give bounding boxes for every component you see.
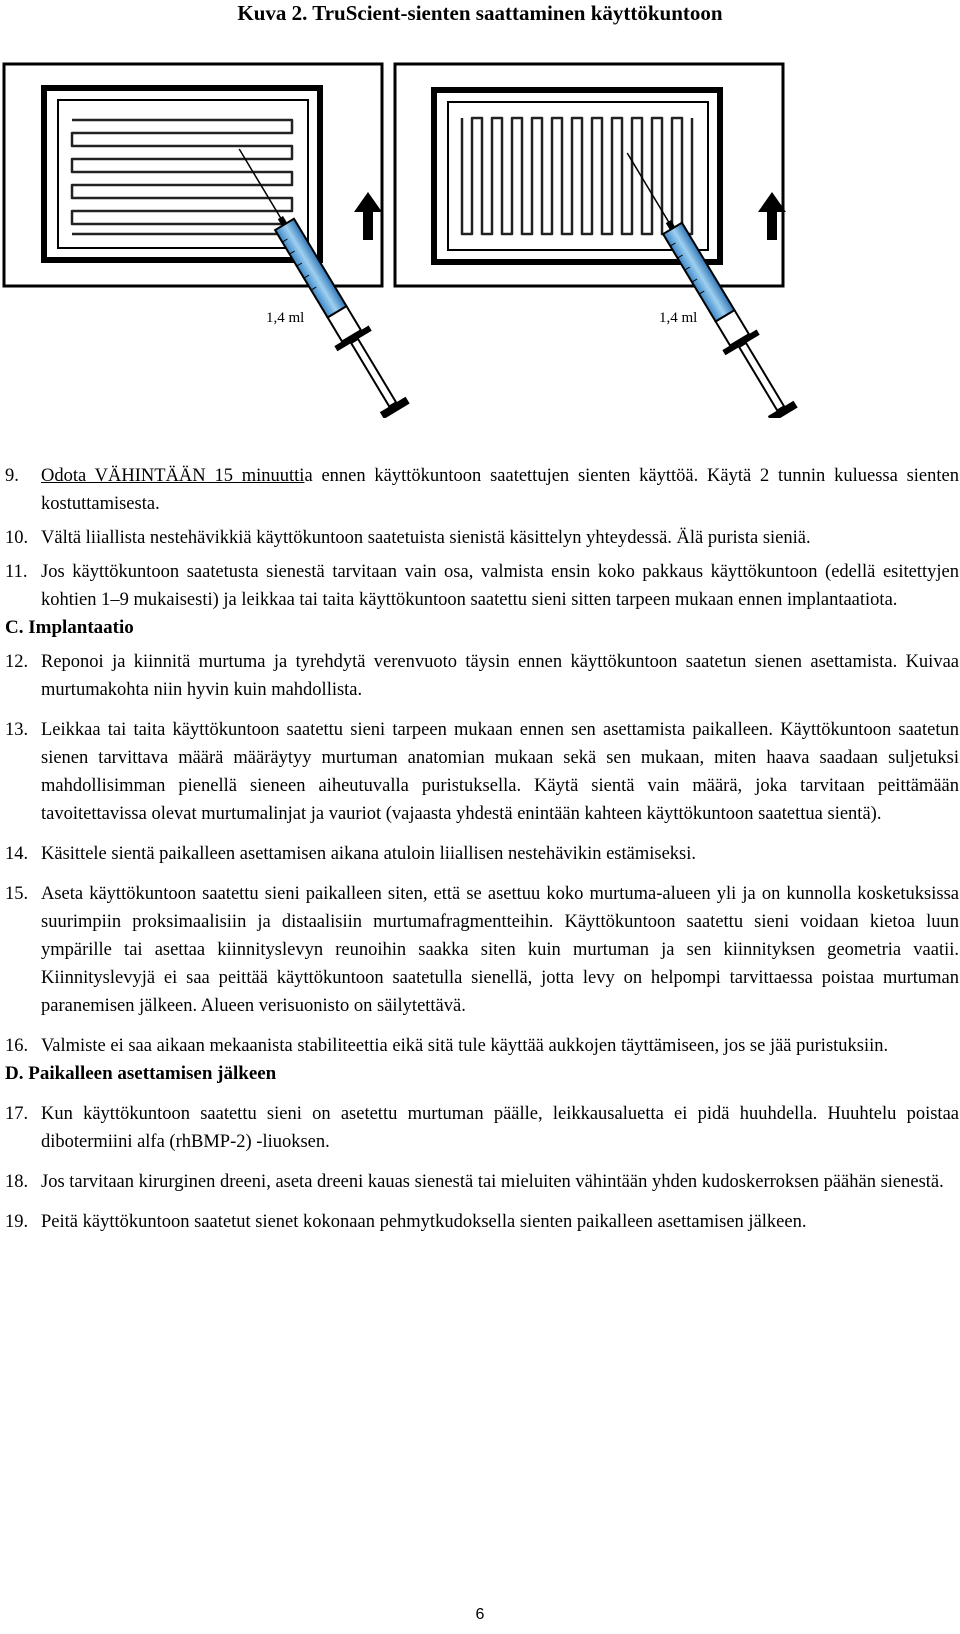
list-item (5, 648, 959, 704)
item-text: Aseta käyttökuntoon saatettu sieni paikalleen siten, että se asettuu koko murtuma-alueen yli ja on kunnolla kosketuksissa suurimpiin proksimaalisiin ja distaalisiin murtumafragmentteihin. Käyttökuntoon saatettu sieni voidaan kietoa luun ympärille tai asettaa kiinnityslevyn reunoihin saakka siten kuin murtuman ja sen kiinnityksen geometria vaatii. Kiinnityslevyjä ei saa peittää käyttökuntoon saatetulla sienellä, jotta levy on helpompi tarvittaessa poistaa murtuman paranemisen jälkeen. Alueen verisuonisto on säilytettävä. (41, 884, 959, 1016)
list-item (5, 558, 959, 614)
item-text (41, 462, 959, 518)
list-item (5, 1100, 959, 1156)
item-text: Jos tarvitaan kirurginen dreeni, aseta dreeni kauas sienestä tai mieluiten vähintään yhden kudoskerroksen päähän sienestä. (41, 1172, 944, 1192)
figure-title: Kuva 2. TruScient-sienten saattaminen käyttökuntoon (237, 1, 723, 25)
list-item (5, 1208, 959, 1236)
list-item (5, 462, 959, 518)
item-text: Jos käyttökuntoon saatetusta sienestä tarvitaan vain osa, valmista ensin koko pakkaus käyttökuntoon (edellä esitettyjen kohtien 1–9 mukaisesti) ja leikkaa tai taita käyttökuntoon saatettu sieni sitten tarpeen mukaan ennen implantaatiota. (41, 562, 959, 610)
item-number: 13. (5, 720, 29, 740)
list-item (5, 524, 959, 552)
item-text: Valmiste ei saa aikaan mekaanista stabiliteettia eikä sitä tule käyttää aukkojen täyttämiseen, jos se jää puristuksiin. (41, 1036, 889, 1056)
list-item (5, 1032, 959, 1060)
item-number: 12. (5, 652, 29, 672)
item-number: 19. (5, 1212, 29, 1232)
item-number: 10. (5, 528, 29, 548)
figure-illustration (0, 58, 960, 418)
section-heading-d: D. Paikalleen asettamisen jälkeen (5, 1063, 277, 1084)
page-number: 6 (475, 1606, 485, 1623)
item-number: 17. (5, 1104, 29, 1124)
item-number: 15. (5, 884, 29, 904)
item-number: 16. (5, 1036, 29, 1056)
item-text-rest: a ennen käyttökuntoon saatettujen sienten käyttöä. Käytä 2 tunnin kuluessa sienten kostuttamisesta. (41, 466, 959, 514)
item-number: 14. (5, 844, 29, 864)
list-item (5, 1168, 959, 1196)
item-text: Peitä käyttökuntoon saatetut sienet kokonaan pehmytkudoksella sienten paikalleen asettamisen jälkeen. (41, 1212, 807, 1232)
item-text: Kun käyttökuntoon saatettu sieni on asetettu murtuman päälle, leikkausaluetta ei pidä huuhdella. Huuhtelu poistaa dibotermiini alfa (rhBMP-2) -liuoksen. (41, 1104, 959, 1152)
list-item (5, 716, 959, 828)
item-number: 11. (5, 562, 28, 582)
list-item (5, 880, 959, 1020)
item-text: Leikkaa tai taita käyttökuntoon saatettu sieni tarpeen mukaan ennen sen asettamista paikalleen. Käyttökuntoon saatetun sienen tarvittava määrä määräytyy murtuman anatomian mukaan sekä sen mukaan, miten haava saadaan suljetuksi mahdollisimman pienellä sieneen aiheutuvalla puristuksella. Käytä sientä vain määrä, joka tarvitaan peittämään tavoitettavissa olevat murtumalinjat ja vauriot (vajaasta yhdestä enintään kahteen käyttökuntoon saatettua sientä). (41, 720, 959, 824)
volume-label-left: 1,4 ml (266, 310, 305, 326)
item-text: Käsittele sientä paikalleen asettamisen aikana atuloin liiallisen nestehävikin estämiseksi. (41, 844, 697, 864)
instructions (5, 462, 959, 1236)
volume-label-right: 1,4 ml (659, 310, 698, 326)
sponge-tray-syringe-illustration (0, 58, 960, 418)
underlined-text: Odota VÄHINTÄÄN 15 minuutti (41, 466, 305, 486)
item-number: 9. (5, 466, 19, 486)
item-number: 18. (5, 1172, 29, 1192)
item-text: Reponoi ja kiinnitä murtuma ja tyrehdytä verenvuoto täysin ennen käyttökuntoon saatetun sienen asettamista. Kuivaa murtumakohta niin hyvin kuin mahdollista. (41, 652, 959, 700)
section-heading-c: C. Implantaatio (5, 617, 134, 638)
list-item (5, 840, 959, 868)
item-text: Vältä liiallista nestehävikkiä käyttökuntoon saatetuista sienistä käsittelyn yhteydessä. Älä purista sieniä. (41, 528, 811, 548)
